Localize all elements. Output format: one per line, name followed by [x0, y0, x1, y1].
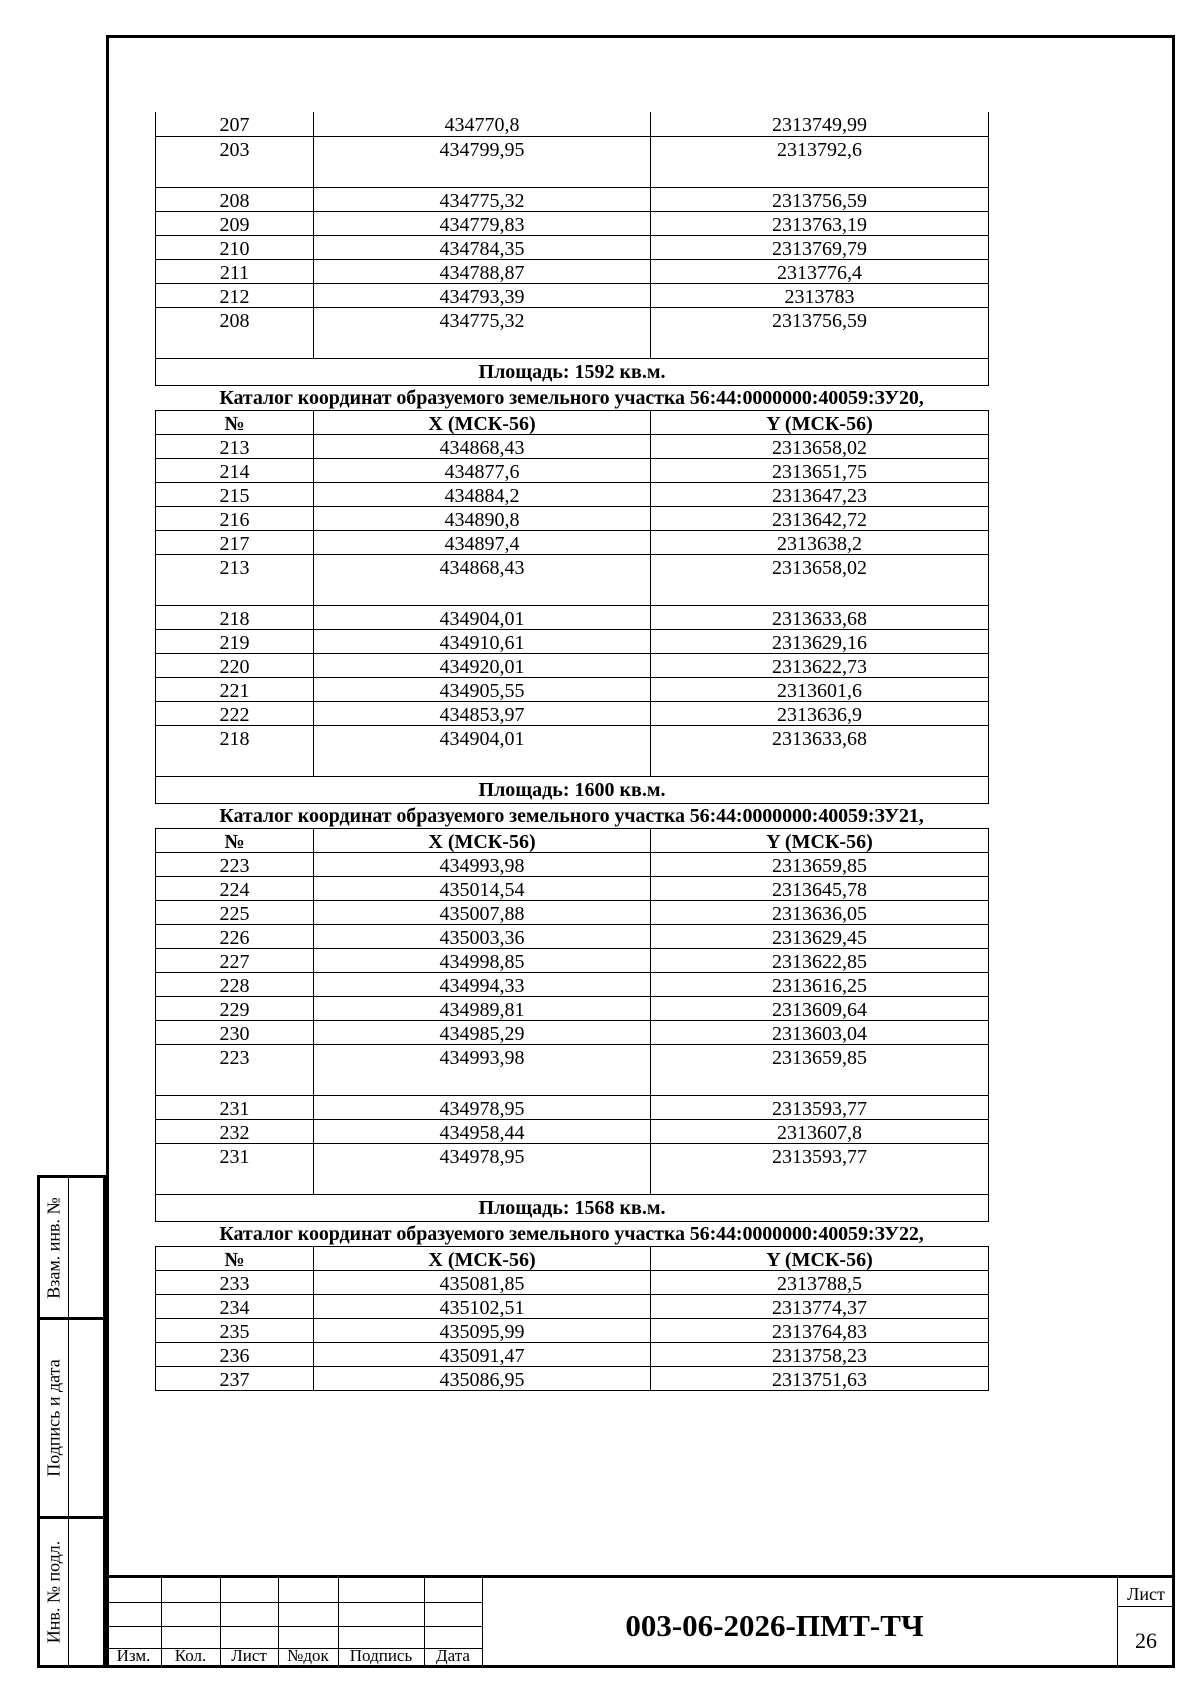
document-number: 003-06-2026-ПМТ-ТЧ [625, 1608, 924, 1643]
coord-y: 2313658,02 [651, 434, 989, 458]
point-number: 210 [156, 235, 314, 259]
header-num: № [156, 1246, 314, 1270]
coord-y: 2313758,23 [651, 1342, 989, 1366]
header-x: X (МСК-56) [314, 828, 651, 852]
coord-x: 434993,98 [314, 1044, 651, 1095]
coord-x: 434905,55 [314, 677, 651, 701]
coord-x: 434985,29 [314, 1020, 651, 1044]
margin-strip-podpis [37, 1317, 106, 1519]
coord-x: 434993,98 [314, 852, 651, 876]
coord-y: 2313593,77 [651, 1095, 989, 1119]
point-number: 223 [156, 852, 314, 876]
area-row [156, 1194, 989, 1221]
coord-x: 434799,95 [314, 136, 651, 187]
col-izm: Изм. [116, 1646, 151, 1665]
coord-x: 435014,54 [314, 876, 651, 900]
table-row [156, 900, 989, 924]
table-row [156, 852, 989, 876]
point-number: 221 [156, 677, 314, 701]
table-row [156, 996, 989, 1020]
coord-y: 2313756,59 [651, 307, 989, 358]
coord-y: 2313792,6 [651, 136, 989, 187]
coord-y: 2313763,19 [651, 211, 989, 235]
point-number: 214 [156, 458, 314, 482]
coord-y: 2313751,63 [651, 1366, 989, 1390]
coordinate-catalog [155, 112, 988, 1391]
coord-x: 435095,99 [314, 1318, 651, 1342]
coord-x: 434775,32 [314, 307, 651, 358]
table-row [156, 701, 989, 725]
coord-x: 434998,85 [314, 948, 651, 972]
table-row [156, 283, 989, 307]
coord-y: 2313603,04 [651, 1020, 989, 1044]
area-row [156, 358, 989, 385]
area-row [156, 776, 989, 803]
coord-y: 2313593,77 [651, 1143, 989, 1194]
coord-y: 2313636,9 [651, 701, 989, 725]
coord-y: 2313601,6 [651, 677, 989, 701]
sheet-number: 26 [1135, 1628, 1157, 1653]
coord-x: 435003,36 [314, 924, 651, 948]
point-number: 212 [156, 283, 314, 307]
table-row [156, 1318, 989, 1342]
table-header-row [156, 410, 989, 434]
coord-y: 2313633,68 [651, 725, 989, 776]
col-podpis: Подпись [349, 1646, 413, 1665]
point-number: 211 [156, 259, 314, 283]
coordinate-table [155, 828, 989, 1222]
area-value: Площадь: 1568 кв.м. [156, 1194, 989, 1221]
header-num: № [156, 828, 314, 852]
point-number: 231 [156, 1095, 314, 1119]
margin-label-vzam: Взам. инв. № [43, 1196, 64, 1299]
coord-x: 434890,8 [314, 506, 651, 530]
point-number: 217 [156, 530, 314, 554]
table-row [156, 924, 989, 948]
coord-y: 2313647,23 [651, 482, 989, 506]
point-number: 207 [156, 112, 314, 136]
coord-x: 434920,01 [314, 653, 651, 677]
table-row [156, 112, 989, 136]
coord-y: 2313622,85 [651, 948, 989, 972]
coordinate-table [155, 1246, 989, 1391]
coord-y: 2313636,05 [651, 900, 989, 924]
point-number: 227 [156, 948, 314, 972]
table-row [156, 1095, 989, 1119]
table-row [156, 948, 989, 972]
coord-x: 435007,88 [314, 900, 651, 924]
header-y: Y (МСК-56) [651, 410, 989, 434]
point-number: 226 [156, 924, 314, 948]
coord-x: 434978,95 [314, 1095, 651, 1119]
point-number: 233 [156, 1270, 314, 1294]
table-row [156, 876, 989, 900]
table-row [156, 307, 989, 358]
header-x: X (МСК-56) [314, 410, 651, 434]
point-number: 237 [156, 1366, 314, 1390]
point-number: 236 [156, 1342, 314, 1366]
coord-y: 2313774,37 [651, 1294, 989, 1318]
coord-y: 2313659,85 [651, 852, 989, 876]
table-row [156, 458, 989, 482]
coord-y: 2313633,68 [651, 605, 989, 629]
table-row [156, 1020, 989, 1044]
table-row [156, 482, 989, 506]
point-number: 216 [156, 506, 314, 530]
coord-x: 434775,32 [314, 187, 651, 211]
point-number: 228 [156, 972, 314, 996]
header-y: Y (МСК-56) [651, 1246, 989, 1270]
coord-y: 2313629,45 [651, 924, 989, 948]
coord-y: 2313788,5 [651, 1270, 989, 1294]
table-row [156, 1342, 989, 1366]
col-ndok: №док [287, 1646, 329, 1665]
table-row [156, 554, 989, 605]
coord-y: 2313629,16 [651, 629, 989, 653]
coord-x: 434779,83 [314, 211, 651, 235]
table-row [156, 653, 989, 677]
coord-x: 434989,81 [314, 996, 651, 1020]
table-row [156, 136, 989, 187]
point-number: 203 [156, 136, 314, 187]
coord-y: 2313783 [651, 283, 989, 307]
table-row [156, 1270, 989, 1294]
point-number: 208 [156, 307, 314, 358]
coord-x: 435081,85 [314, 1270, 651, 1294]
coord-x: 434788,87 [314, 259, 651, 283]
coord-y: 2313764,83 [651, 1318, 989, 1342]
header-num: № [156, 410, 314, 434]
coord-y: 2313756,59 [651, 187, 989, 211]
coord-y: 2313609,64 [651, 996, 989, 1020]
coord-y: 2313658,02 [651, 554, 989, 605]
point-number: 230 [156, 1020, 314, 1044]
margin-strip-inv [37, 1516, 106, 1668]
coord-y: 2313642,72 [651, 506, 989, 530]
point-number: 213 [156, 554, 314, 605]
coord-x: 434897,4 [314, 530, 651, 554]
coord-y: 2313622,73 [651, 653, 989, 677]
table-row [156, 434, 989, 458]
table-row [156, 972, 989, 996]
coord-x: 434877,6 [314, 458, 651, 482]
table-header-row [156, 1246, 989, 1270]
point-number: 235 [156, 1318, 314, 1342]
point-number: 224 [156, 876, 314, 900]
point-number: 220 [156, 653, 314, 677]
point-number: 215 [156, 482, 314, 506]
point-number: 218 [156, 605, 314, 629]
coordinate-table [155, 112, 989, 386]
point-number: 208 [156, 187, 314, 211]
table-row [156, 530, 989, 554]
coord-y: 2313651,75 [651, 458, 989, 482]
point-number: 229 [156, 996, 314, 1020]
area-value: Площадь: 1592 кв.м. [156, 358, 989, 385]
table-row [156, 629, 989, 653]
section-caption: Каталог координат образуемого земельного участка 56:44:0000000:40059:ЗУ22, [219, 1222, 924, 1245]
table-row [156, 725, 989, 776]
margin-strip-vzam [37, 1175, 106, 1320]
point-number: 209 [156, 211, 314, 235]
point-number: 213 [156, 434, 314, 458]
coordinate-table [155, 410, 989, 804]
coord-x: 434958,44 [314, 1119, 651, 1143]
point-number: 223 [156, 1044, 314, 1095]
coord-x: 435091,47 [314, 1342, 651, 1366]
coord-x: 434770,8 [314, 112, 651, 136]
coord-x: 434994,33 [314, 972, 651, 996]
col-data: Дата [436, 1646, 470, 1665]
title-block [106, 1575, 1175, 1668]
margin-label-inv: Инв. № подл. [43, 1540, 64, 1644]
col-list: Лист [231, 1646, 267, 1665]
coord-y: 2313769,79 [651, 235, 989, 259]
coord-y: 2313645,78 [651, 876, 989, 900]
coord-x: 434978,95 [314, 1143, 651, 1194]
header-x: X (МСК-56) [314, 1246, 651, 1270]
coord-x: 434884,2 [314, 482, 651, 506]
point-number: 231 [156, 1143, 314, 1194]
table-row [156, 506, 989, 530]
coord-y: 2313607,8 [651, 1119, 989, 1143]
table-row [156, 259, 989, 283]
coord-x: 435086,95 [314, 1366, 651, 1390]
point-number: 234 [156, 1294, 314, 1318]
coord-x: 434868,43 [314, 434, 651, 458]
table-row [156, 211, 989, 235]
table-row [156, 235, 989, 259]
section-caption: Каталог координат образуемого земельного участка 56:44:0000000:40059:ЗУ21, [219, 804, 924, 827]
area-value: Площадь: 1600 кв.м. [156, 776, 989, 803]
coord-y: 2313749,99 [651, 112, 989, 136]
coord-y: 2313638,2 [651, 530, 989, 554]
header-y: Y (МСК-56) [651, 828, 989, 852]
coord-x: 434910,61 [314, 629, 651, 653]
coord-x: 434853,97 [314, 701, 651, 725]
table-row [156, 605, 989, 629]
coord-x: 434868,43 [314, 554, 651, 605]
point-number: 225 [156, 900, 314, 924]
coord-x: 434904,01 [314, 725, 651, 776]
coord-x: 434904,01 [314, 605, 651, 629]
point-number: 219 [156, 629, 314, 653]
sheet-label: Лист [1127, 1584, 1165, 1604]
coord-y: 2313616,25 [651, 972, 989, 996]
table-header-row [156, 828, 989, 852]
table-row [156, 1044, 989, 1095]
col-kol: Кол. [174, 1646, 207, 1665]
coord-x: 434784,35 [314, 235, 651, 259]
table-row [156, 1294, 989, 1318]
table-row [156, 677, 989, 701]
coord-x: 434793,39 [314, 283, 651, 307]
section-caption: Каталог координат образуемого земельного участка 56:44:0000000:40059:ЗУ20, [219, 386, 924, 409]
point-number: 232 [156, 1119, 314, 1143]
point-number: 222 [156, 701, 314, 725]
point-number: 218 [156, 725, 314, 776]
coord-x: 435102,51 [314, 1294, 651, 1318]
table-row [156, 1119, 989, 1143]
table-row [156, 1366, 989, 1390]
margin-label-podpis: Подпись и дата [43, 1359, 64, 1477]
coord-y: 2313659,85 [651, 1044, 989, 1095]
coord-y: 2313776,4 [651, 259, 989, 283]
table-row [156, 1143, 989, 1194]
table-row [156, 187, 989, 211]
